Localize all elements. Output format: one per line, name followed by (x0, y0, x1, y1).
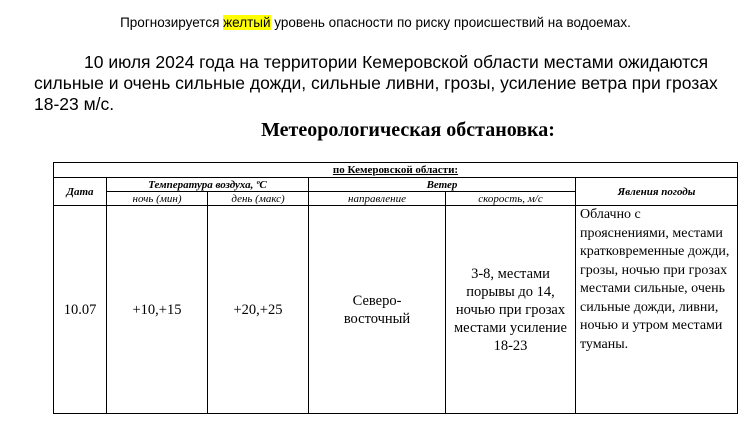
section-title: Метеорологическая обстановка: (261, 119, 555, 141)
danger-level-line (0, 14, 751, 31)
cell-day-temp: +20,+25 (208, 206, 309, 414)
forecast-paragraph: 10 июля 2024 года на территории Кемеровской области местами ожидаются сильные и очень сильные дожди, сильные ливни, грозы, усиление ветра при грозах 18-23 м/с. (34, 52, 718, 114)
header-speed: скорость, м/с (446, 192, 576, 206)
intro-after: уровень опасности по риску происшествий на водоемах. (270, 15, 631, 30)
table-region-header: по Кемеровской области: (54, 163, 738, 178)
cell-wind-direction: Северо-восточный (309, 206, 446, 414)
header-date: Дата (54, 178, 107, 206)
intro-before: Прогнозируется (120, 15, 224, 30)
header-temperature: Температура воздуха, ºС (107, 178, 309, 192)
header-direction: направление (309, 192, 446, 206)
cell-night-temp: +10,+15 (107, 206, 208, 414)
weather-table (53, 162, 738, 414)
header-wind: Ветер (309, 178, 576, 192)
header-night: ночь (мин) (107, 192, 208, 206)
header-day: день (макс) (208, 192, 309, 206)
cell-weather-phenomena: Облачно с прояснениями, местами кратковременные дожди, грозы, ночью при грозах местами сильные, очень сильные дожди, ливни, ночью и утром местами туманы. (576, 206, 738, 414)
cell-wind-speed: 3-8, местами порывы до 14, ночью при грозах местами усиление 18-23 (446, 206, 576, 414)
table-row (54, 206, 738, 414)
danger-level-highlight: желтый (223, 15, 271, 30)
cell-date: 10.07 (54, 206, 107, 414)
header-phenomena: Явления погоды (576, 178, 738, 206)
